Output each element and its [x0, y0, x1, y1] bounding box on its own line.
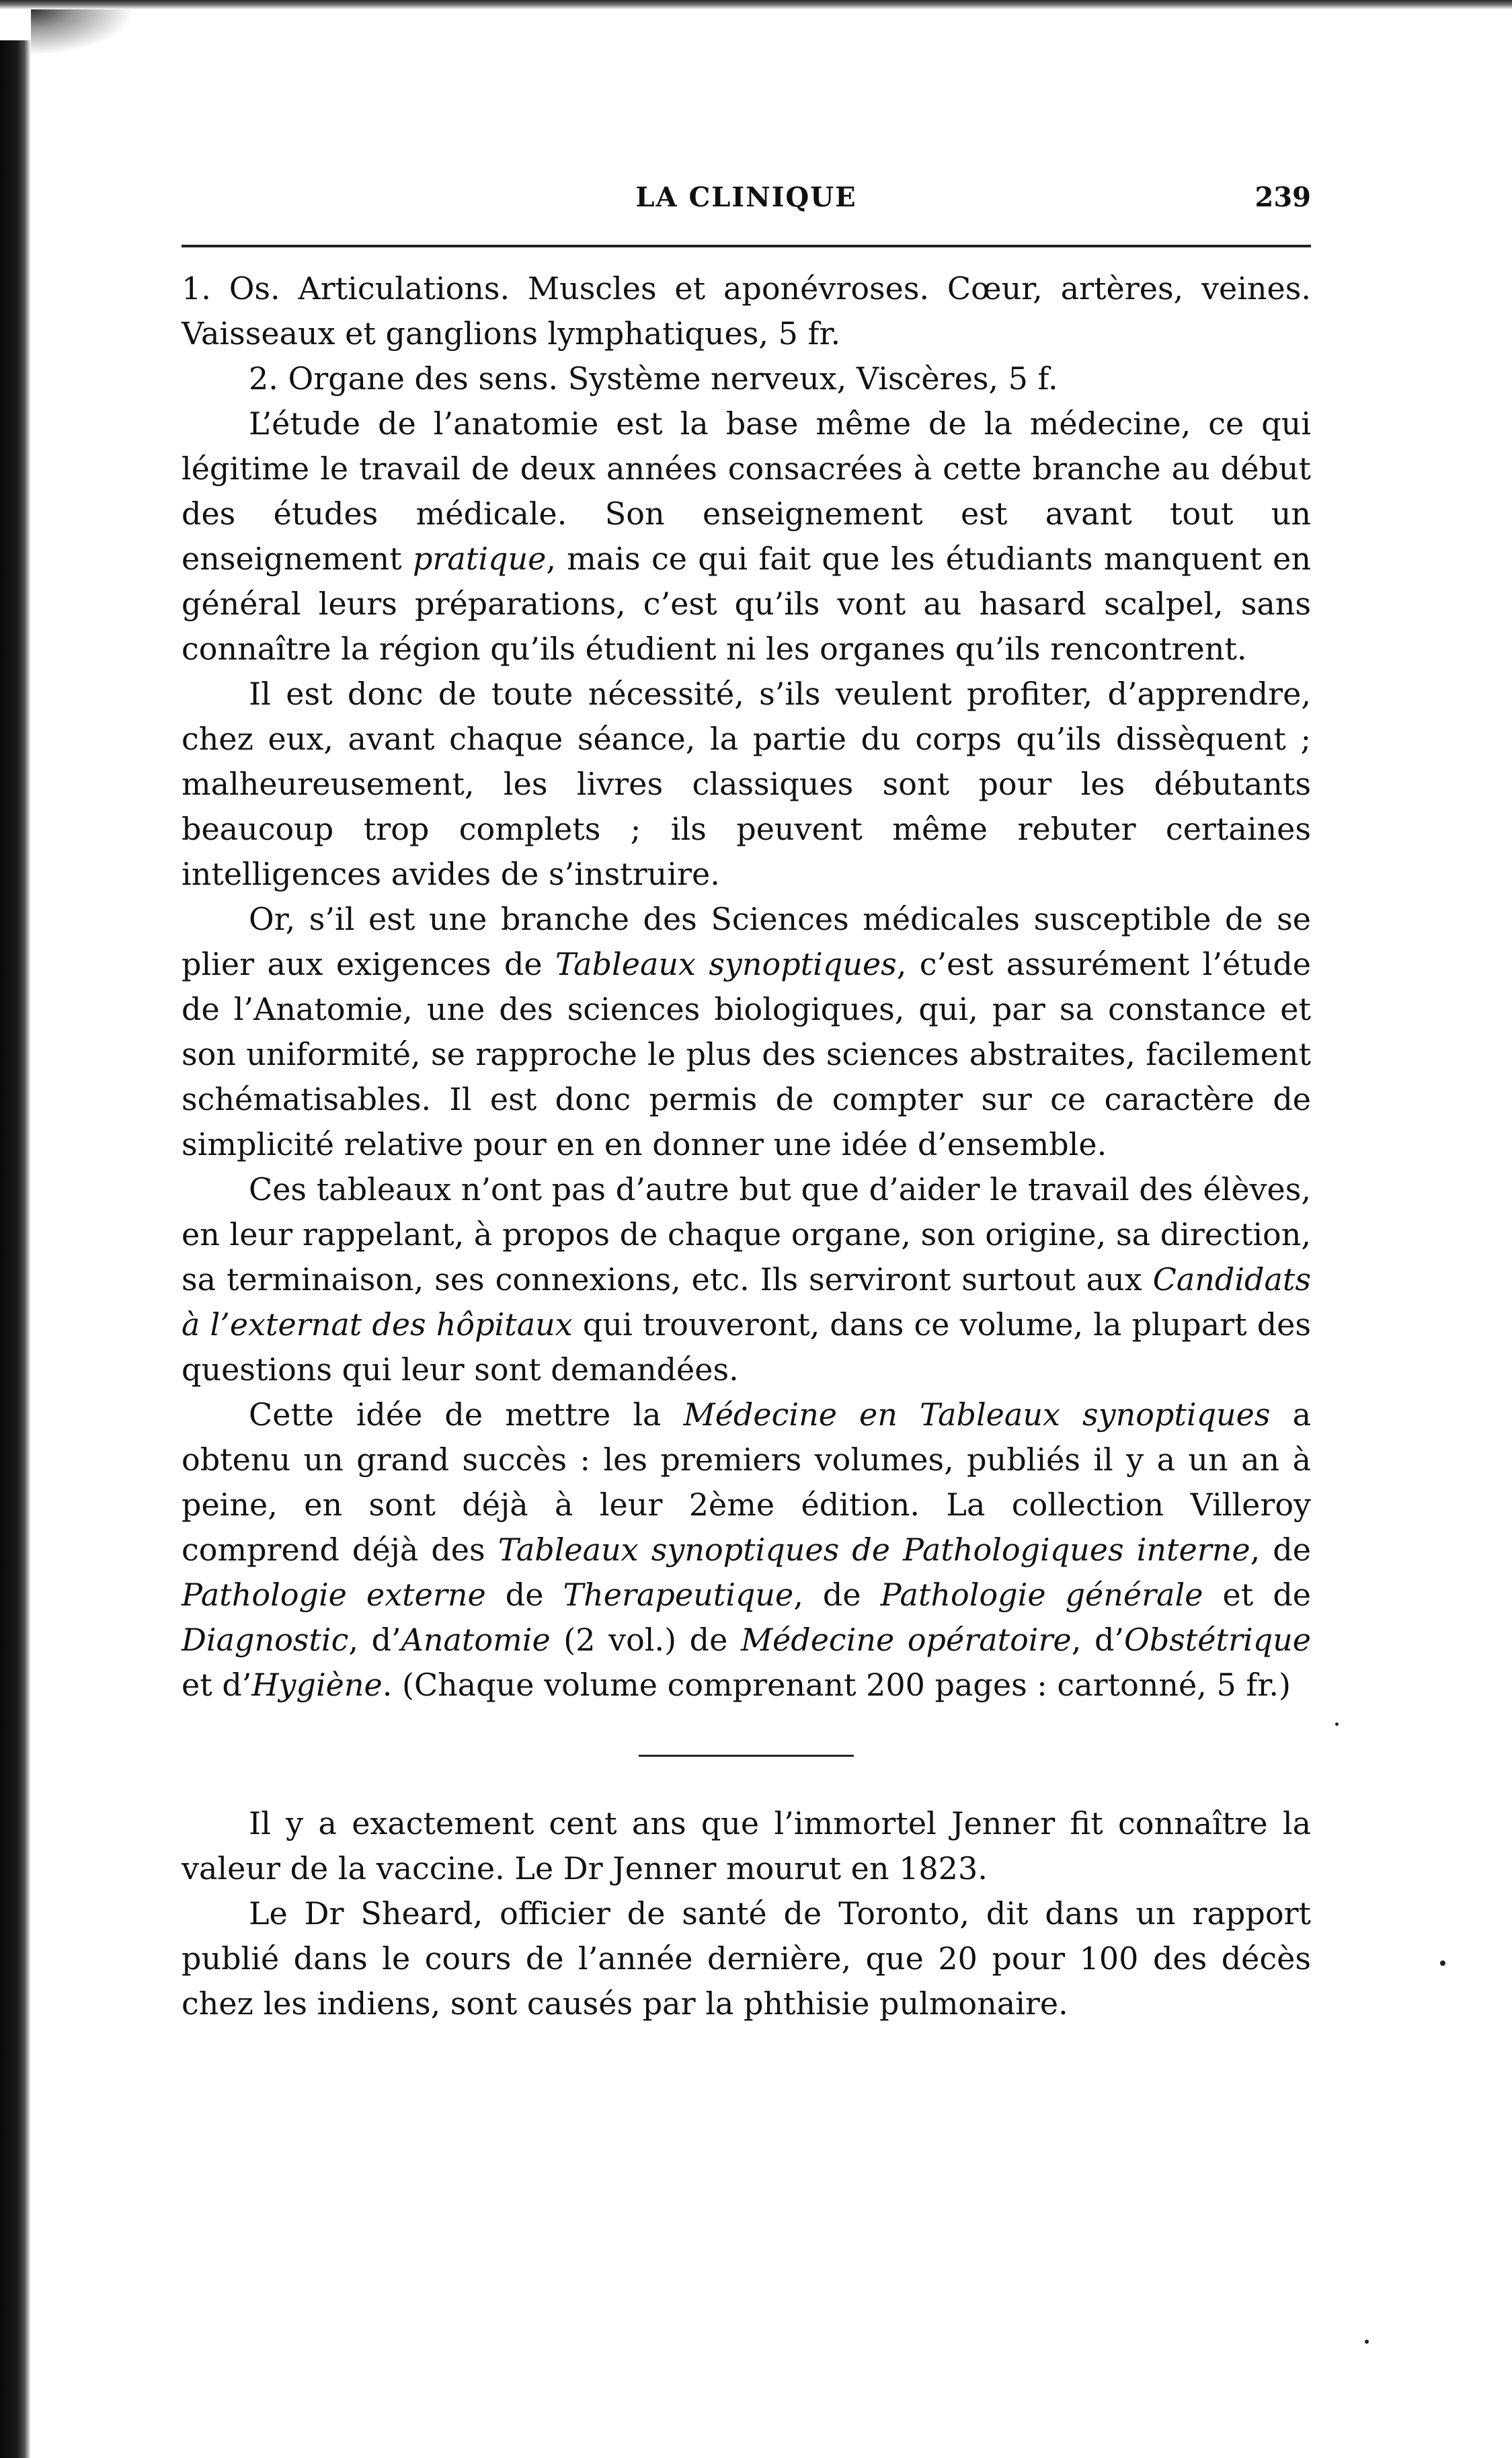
paragraph	[182, 266, 1311, 356]
section-divider	[639, 1755, 854, 1757]
scan-top-edge	[0, 0, 1512, 9]
italic-run: pratique	[412, 541, 547, 577]
header-rule	[182, 245, 1311, 247]
scan-speck	[1365, 2340, 1369, 2344]
news-paragraph	[182, 1891, 1311, 2026]
text-run: , d’	[1071, 1622, 1125, 1658]
text-run: (2 vol.) de	[550, 1622, 741, 1658]
italic-run: Diagnostic	[182, 1622, 349, 1658]
paragraph	[182, 897, 1311, 1167]
text-run: Or, s’il est une branche des Sciences médicales susceptible de se plier aux exigences de	[182, 901, 1311, 982]
text-run: Il y a exactement cent ans que l’immortel Jenner fit connaître la valeur de la vaccine. Le Dr Jenner mourut en 1823.	[182, 1805, 1311, 1887]
scan-speck	[1440, 1960, 1445, 1966]
news-paragraph	[182, 1801, 1311, 1891]
article-body	[182, 266, 1311, 2026]
text-run: de	[485, 1577, 563, 1613]
page-number: 239	[1255, 182, 1311, 213]
italic-run: Hygiène	[251, 1667, 383, 1703]
page-header	[182, 182, 1311, 222]
text-run: Le Dr Sheard, officier de santé de Toronto, dit dans un rapport publié dans le cours de l’année dernière, que 20 pour 100 des décès chez les indiens, sont causés par la phthisie pulmonaire.	[182, 1895, 1311, 2022]
paragraph	[182, 356, 1311, 401]
italic-run: Tableaux synoptiques	[555, 946, 897, 982]
scan-speck	[1335, 1722, 1339, 1726]
italic-run: Therapeutique	[563, 1577, 794, 1613]
text-run: a obtenu un grand succès : les premiers volumes, publiés il y a un an à peine, en sont déjà à leur 2ème édition. La collection Villeroy comprend déjà des	[182, 1396, 1312, 1568]
text-run: et d’	[182, 1667, 252, 1703]
italic-run: Tableaux synoptiques de Pathologiques interne	[498, 1532, 1250, 1568]
italic-run: Médecine en Tableaux synoptiques	[683, 1396, 1271, 1433]
italic-run: Obstétrique	[1124, 1622, 1312, 1658]
italic-run: Candidats à l’externat des hôpitaux	[182, 1261, 1311, 1343]
paragraph	[182, 1167, 1311, 1392]
text-run: Ces tableaux n’ont pas d’autre but que d’aider le travail des élèves, en leur rappelant, à propos de chaque organe, son origine, sa direction, sa terminaison, ses connexions, etc. Ils serviront surtout aux	[182, 1171, 1311, 1298]
text-run: , c’est assurément l’étude de l’Anatomie, une des sciences biologiques, qui, par sa constance et son uniformité, se rapproche le plus des sciences abstraites, facilement schématisables. Il est donc permis de compter sur ce caractère de simplicité relative pour en en donner une idée d’ensemble.	[182, 946, 1312, 1162]
italic-run: Pathologie générale	[880, 1577, 1203, 1613]
paragraph	[182, 401, 1311, 672]
text-run: , mais ce qui fait que les étudiants manquent en général leurs préparations, c’est qu’ils vont au hasard scalpel, sans connaître la région qu’ils étudient ni les organes qu’ils rencontrent.	[182, 541, 1311, 667]
paragraph	[182, 672, 1311, 897]
text-run: Cette idée de mettre la	[249, 1396, 684, 1433]
text-run: et de	[1203, 1577, 1311, 1613]
text-run: , de	[793, 1577, 881, 1613]
italic-run: Médecine opératoire	[740, 1622, 1072, 1658]
running-title: LA CLINIQUE	[635, 182, 857, 213]
text-run: L’étude de l’anatomie est la base même de la médecine, ce qui légitime le travail de deux années consacrées à cette branche au début des études médicale. Son enseignement est avant tout un enseignement	[182, 405, 1311, 577]
italic-run: Anatomie	[401, 1622, 551, 1658]
text-run: , de	[1250, 1532, 1311, 1568]
text-run: Il est donc de toute nécessité, s’ils veulent profiter, d’apprendre, chez eux, avant chaque séance, la partie du corps qu’ils dissèquent ; malheureusement, les livres classiques sont pour les débutants beaucoup trop complets ; ils peuvent même rebuter certaines intelligences avides de s’instruire.	[182, 676, 1311, 892]
italic-run: Pathologie externe	[182, 1577, 486, 1613]
text-run: qui trouveront, dans ce volume, la plupart des questions qui leur sont demandées.	[182, 1306, 1312, 1388]
text-run: , d’	[348, 1622, 401, 1658]
scan-binding-edge	[0, 40, 31, 2458]
text-run: 1. Os. Articulations. Muscles et aponévroses. Cœur, artères, veines. Vaisseaux et ganglions lymphatiques, 5 fr.	[182, 270, 1311, 352]
text-run: . (Chaque volume comprenant 200 pages : cartonné, 5 fr.)	[382, 1667, 1291, 1703]
paragraph	[182, 1392, 1311, 1708]
text-run: 2. Organe des sens. Système nerveux, Viscères, 5 f.	[249, 360, 1058, 397]
scan-corner-shadow	[31, 9, 152, 63]
